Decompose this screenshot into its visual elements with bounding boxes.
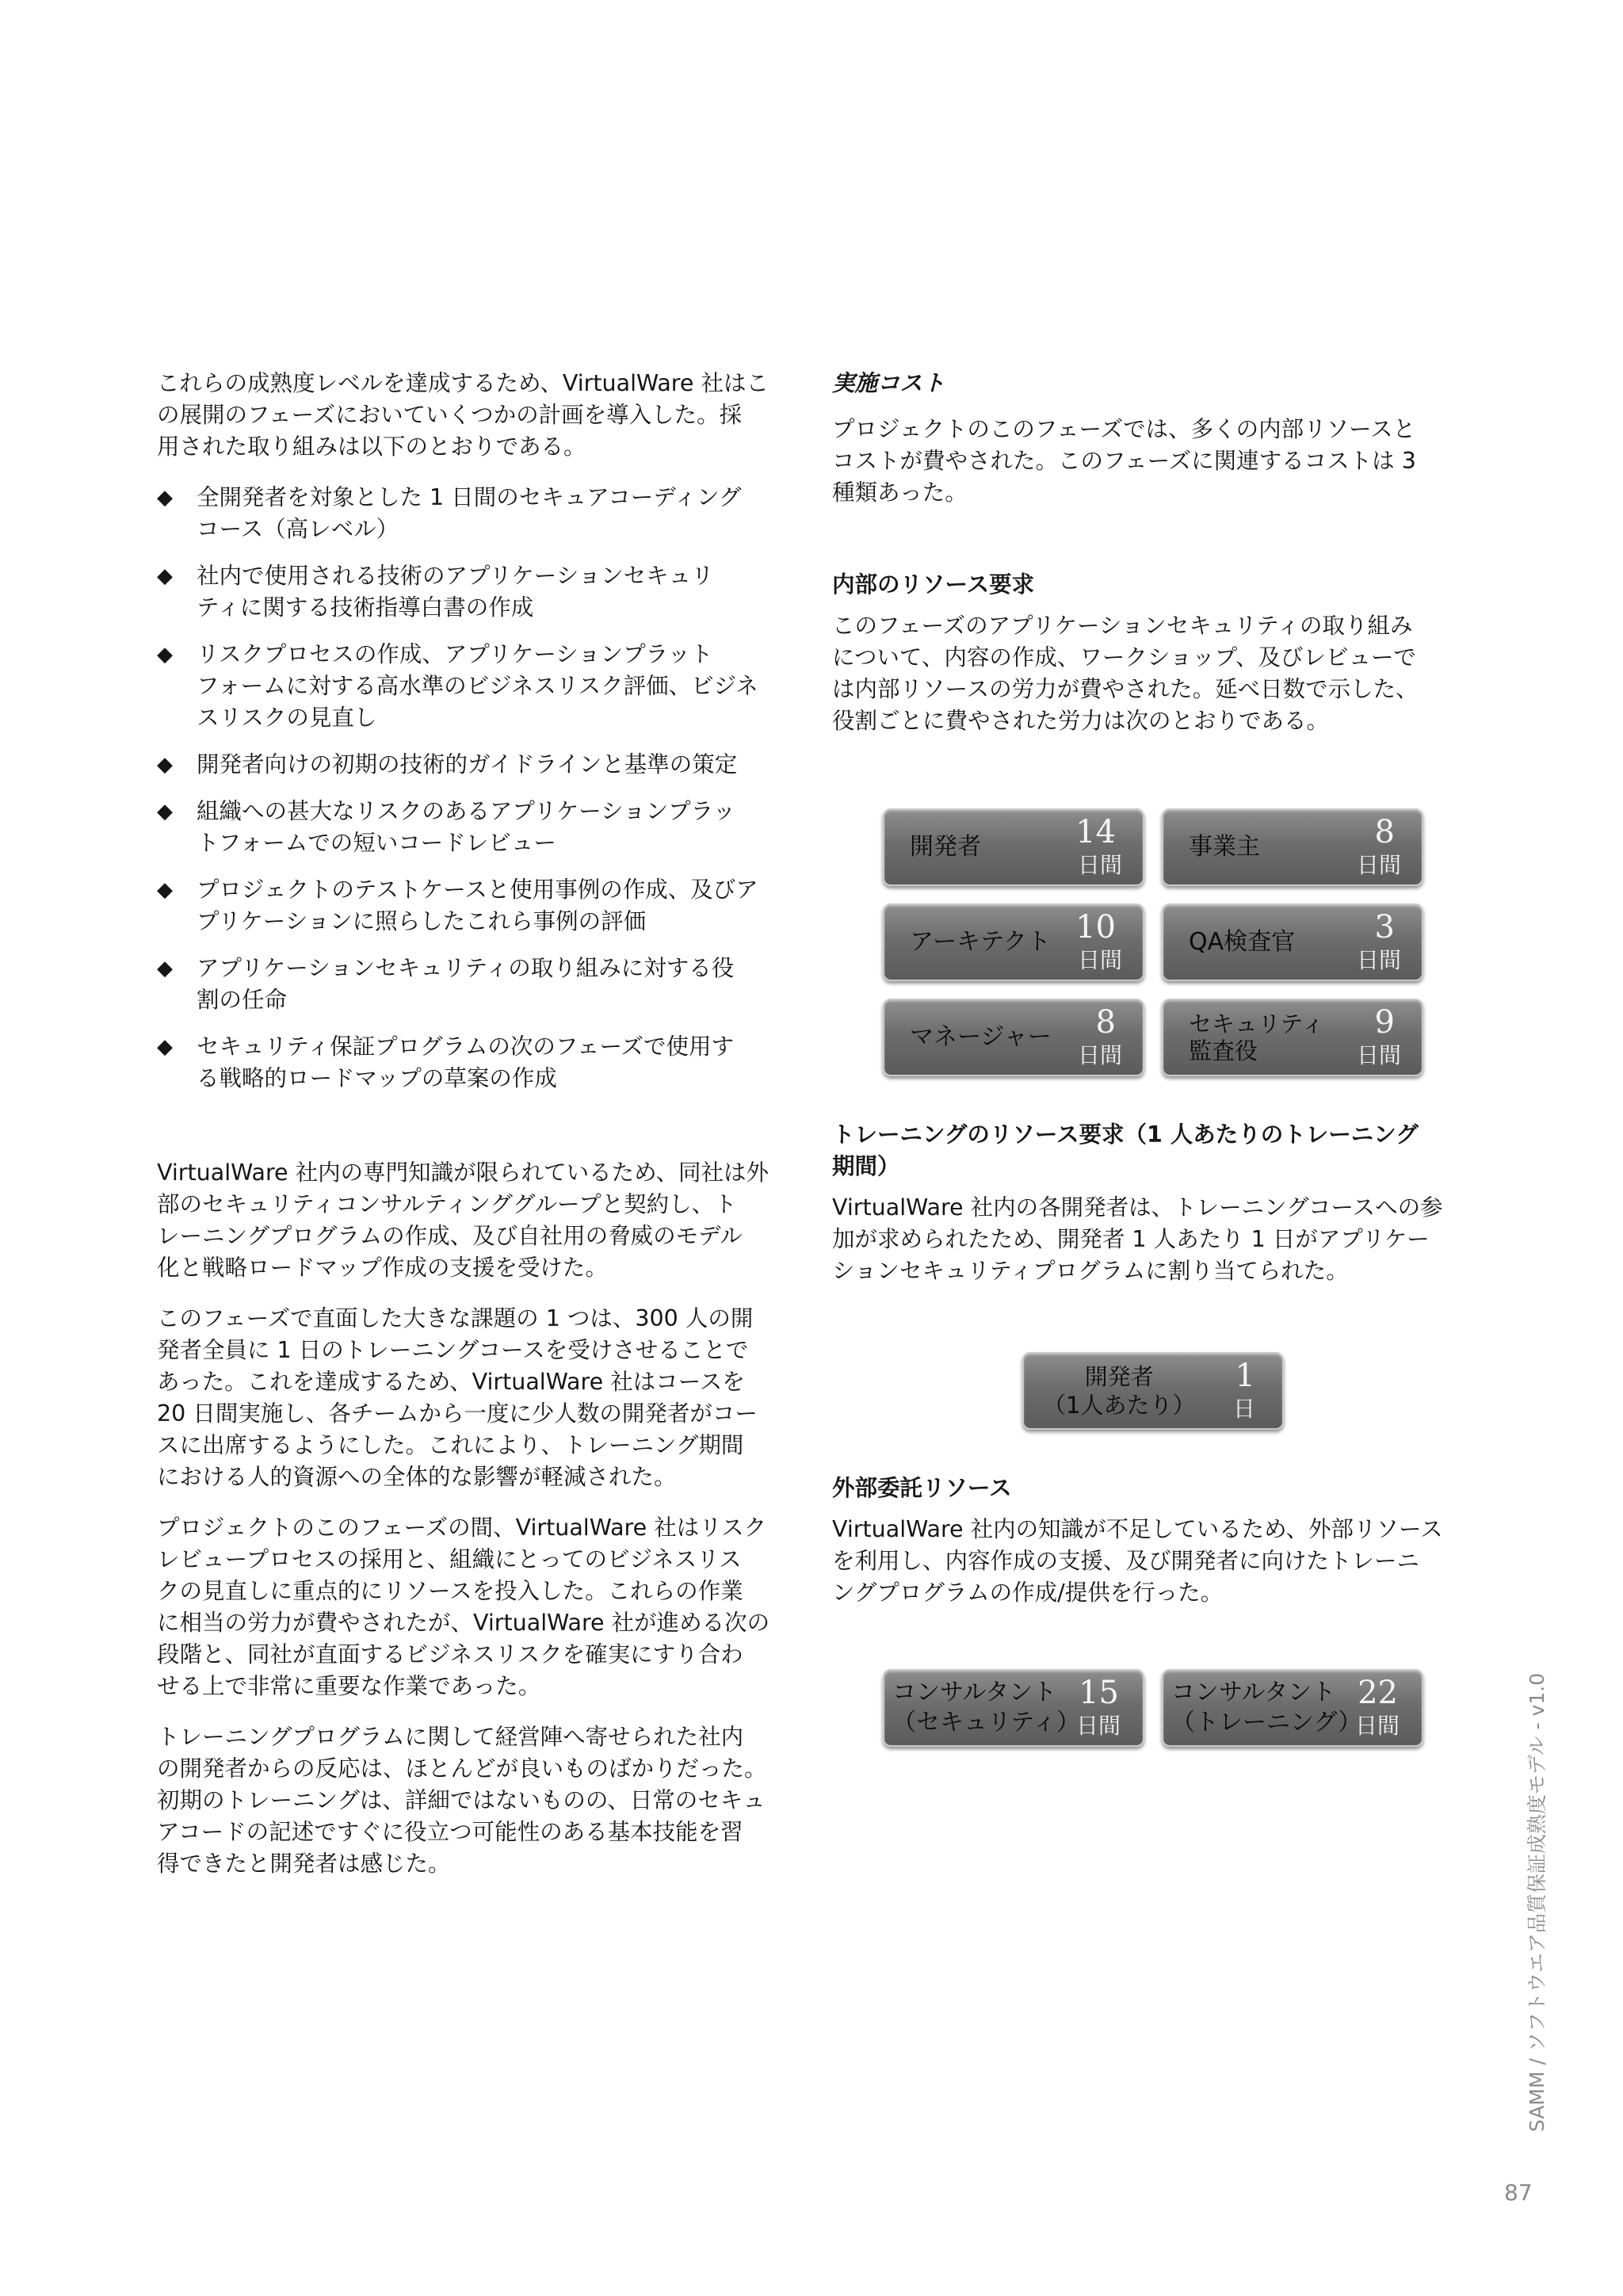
tile-days-number: 14 bbox=[1075, 814, 1116, 850]
list-item: ◆ プロジェクトのテストケースと使用事例の作成、及びア プリケーションに照らしたこれら事例の評価 bbox=[157, 874, 807, 938]
tile-days-number: 10 bbox=[1075, 909, 1116, 946]
tile-days-unit: 日間 bbox=[1356, 947, 1401, 973]
tile-role: 事業主 bbox=[1189, 833, 1260, 861]
tile-days-number: 22 bbox=[1358, 1675, 1398, 1711]
effort-tile-training-consultant bbox=[1162, 1669, 1423, 1747]
external-resources-paragraph: VirtualWare 社内の知識が不足しているため、外部リソース を利用し、内容作成の支援、及び開発者に向けたトレーニ ングプログラムの作成/提供を行った。 bbox=[832, 1516, 1443, 1606]
diamond-bullet-icon: ◆ bbox=[157, 643, 173, 667]
tile-days-unit: 日間 bbox=[1077, 1042, 1122, 1068]
list-item: ◆ アプリケーションセキュリティの取り組みに対する役 割の任命 bbox=[157, 953, 807, 1016]
tile-days-number: 9 bbox=[1374, 1004, 1395, 1041]
text-line: これらの成熟度レベルを達成するため、VirtualWare 社はこ bbox=[157, 370, 769, 396]
internal-effort-tiles bbox=[832, 756, 1482, 1068]
tile-role: コンサルタント （セキュリティ） bbox=[892, 1679, 1080, 1736]
body-paragraph: プロジェクトのこのフェーズの間、VirtualWare 社はリスク レビュープロセスの採用と、組織にとってのビジネスリス クの見直しに重点的にリソースを投入した。これらの作業 に相当の労力が費やされたが、VirtualWare 社が進める次の 段階と、同社が直面するビジネスリスクを確実にすり合わ せる上で非常に重要な作業であった。 bbox=[157, 1515, 770, 1699]
tile-role: アーキテクト bbox=[910, 928, 1051, 956]
tile-days-unit: 日間 bbox=[1356, 1042, 1401, 1068]
internal-resources-paragraph: このフェーズのアプリケーションセキュリティの取り組み について、内容の作成、ワークショップ、及びレビューで は内部リソースの労力が費やされた。延べ日数で示した、 役割ごとに費やされた労力は次のとおりである。 bbox=[832, 613, 1419, 734]
diamond-bullet-icon: ◆ bbox=[157, 753, 173, 777]
body-paragraph: トレーニングプログラムに関して経営陣へ寄せられた社内 の開発者からの反応は、ほとんどが良いものばかりだった。 初期のトレーニングは、詳細ではないものの、日常のセキュ アコードの記述ですぐに役立つ可能性のある基本技能を習 得できたと開発者は感じた。 bbox=[157, 1724, 767, 1877]
body-paragraph: VirtualWare 社内の専門知識が限られているため、同社は外 部のセキュリティコンサルティンググループと契約し、ト レーニングプログラムの作成、及び自社用の脅威のモデル 化と戦略ロードマップ作成の支援を受けた。 bbox=[157, 1159, 769, 1281]
training-resources-paragraph: VirtualWare 社内の各開発者は、トレーニングコースへの参 加が求められたため、開発者 1 人あたり 1 日がアプリケー ションセキュリティプログラムに割り当てられた。 bbox=[832, 1194, 1443, 1284]
text-line: 用された取り組みは以下のとおりである。 bbox=[157, 434, 586, 460]
tile-days-unit: 日 bbox=[1232, 1396, 1255, 1422]
effort-tile-qa-inspector bbox=[1162, 904, 1423, 981]
list-item: ◆ 開発者向けの初期の技術的ガイドラインと基準の策定 bbox=[157, 749, 807, 781]
page-number: 87 bbox=[1504, 2179, 1533, 2206]
training-effort-tiles bbox=[832, 1306, 1482, 1449]
tile-days-number: 3 bbox=[1374, 909, 1395, 946]
list-item: ◆ リスクプロセスの作成、アプリケーションプラット フォームに対する高水準のビジネスリスク評価、ビジネ スリスクの見直し bbox=[157, 639, 807, 734]
tile-days-number: 8 bbox=[1374, 814, 1395, 850]
list-item: ◆ セキュリティ保証プログラムの次のフェーズで使用す る戦略的ロードマップの草案の作成 bbox=[157, 1031, 807, 1095]
external-effort-tiles bbox=[832, 1628, 1482, 1771]
diamond-bullet-icon: ◆ bbox=[157, 486, 173, 510]
cost-paragraph: プロジェクトのこのフェーズでは、多くの内部リソースと コストが費やされた。このフェーズに関連するコストは 3 種類あった。 bbox=[832, 416, 1416, 506]
diamond-bullet-icon: ◆ bbox=[157, 564, 173, 588]
effort-tile-business-owner bbox=[1162, 808, 1423, 886]
diamond-bullet-icon: ◆ bbox=[157, 1035, 173, 1059]
side-running-title: SAMM / ソフトウエア品質保証成熟度モデル - v1.0 bbox=[1526, 1672, 1549, 2132]
body-paragraph: このフェーズで直面した大きな課題の 1 つは、300 人の開 発者全員に 1 日のトレーニングコースを受けさせることで あった。これを達成するため、VirtualWare 社はコースを 20 日間実施し、各チームから一度に少人数の開発者がコー スに出席するようにした。これにより、トレーニング期間 における人的資源への全体的な影響が軽減された。 bbox=[157, 1305, 758, 1490]
diamond-bullet-icon: ◆ bbox=[157, 957, 173, 980]
effort-tile-security-consultant bbox=[883, 1669, 1144, 1747]
tile-days-number: 1 bbox=[1235, 1358, 1255, 1394]
internal-resources-heading: 内部のリソース要求 bbox=[832, 571, 1035, 598]
tile-days-number: 8 bbox=[1095, 1004, 1116, 1041]
tile-days-unit: 日間 bbox=[1077, 852, 1122, 878]
list-item: ◆ 組織への甚大なリスクのあるアプリケーションプラッ トフォームでの短いコードレビュー bbox=[157, 796, 807, 859]
effort-tile-developer bbox=[883, 808, 1144, 886]
tile-role: QA検査官 bbox=[1189, 928, 1296, 956]
text-line: の展開のフェーズにおいていくつかの計画を導入した。採 bbox=[157, 402, 743, 428]
external-resources-heading: 外部委託リソース bbox=[832, 1475, 1012, 1501]
effort-tile-architect bbox=[883, 904, 1144, 981]
tile-days-unit: 日間 bbox=[1354, 1713, 1400, 1739]
tile-role: セキュリティ 監査役 bbox=[1189, 1010, 1325, 1064]
list-item: ◆ 社内で使用される技術のアプリケーションセキュリ ティに関する技術指導白書の作成 bbox=[157, 560, 807, 624]
effort-tile-security-auditor bbox=[1162, 999, 1423, 1076]
effort-tile-developer-per-person bbox=[1022, 1352, 1284, 1430]
cost-heading: 実施コスト bbox=[832, 370, 945, 396]
list-item: ◆ 全開発者を対象とした 1 日間のセキュアコーディング コース（高レベル） bbox=[157, 482, 807, 545]
left-column bbox=[157, 368, 807, 1899]
diamond-bullet-icon: ◆ bbox=[157, 800, 173, 823]
effort-tile-manager bbox=[883, 999, 1144, 1076]
training-resources-heading: トレーニングのリソース要求（1 人あたりのトレーニング 期間） bbox=[832, 1121, 1419, 1179]
tile-days-unit: 日間 bbox=[1356, 852, 1401, 878]
diamond-bullet-icon: ◆ bbox=[157, 878, 173, 902]
tile-role: マネージャー bbox=[910, 1023, 1052, 1051]
initiative-list bbox=[157, 482, 807, 1095]
tile-role: コンサルタント （トレーニング） bbox=[1171, 1679, 1362, 1736]
right-column bbox=[832, 368, 1482, 1771]
intro-paragraph bbox=[157, 368, 807, 463]
tile-days-unit: 日間 bbox=[1075, 1713, 1121, 1739]
tile-days-unit: 日間 bbox=[1077, 947, 1122, 973]
tile-role: 開発者 bbox=[910, 833, 981, 861]
tile-role: 開発者 （1人あたり） bbox=[1043, 1363, 1196, 1419]
tile-days-number: 15 bbox=[1079, 1675, 1119, 1711]
